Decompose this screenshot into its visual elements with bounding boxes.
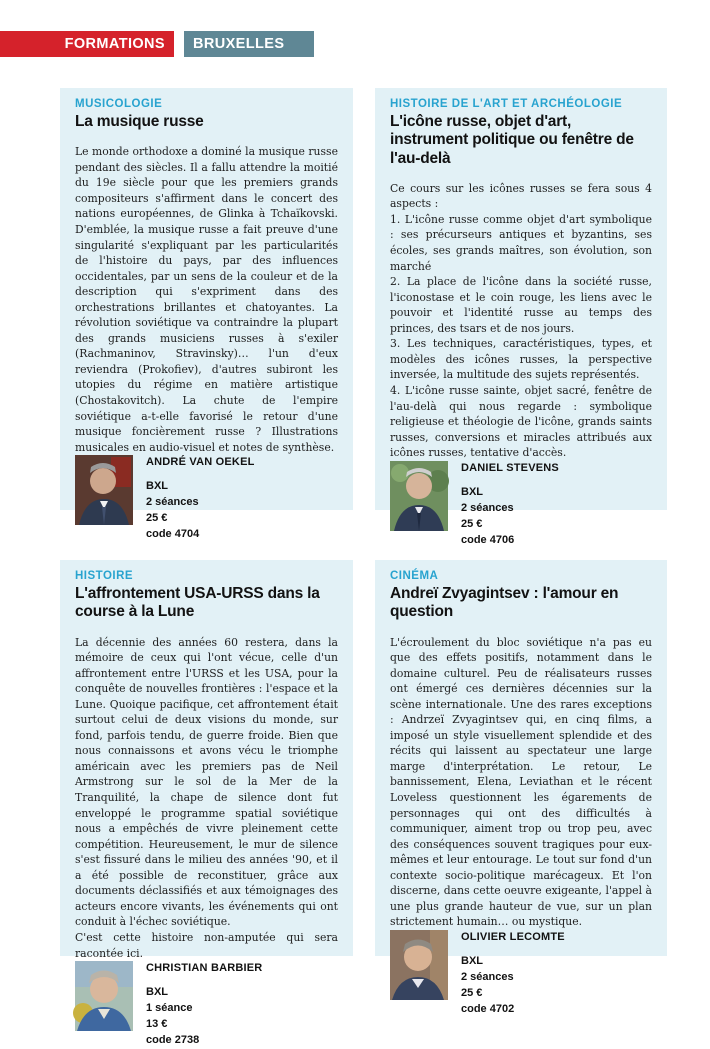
body-paragraph: C'est cette histoire non-amputée qui sera racontée ici. xyxy=(75,930,338,960)
body-paragraph: 1. L'icône russe comme objet d'art symbolique : ses précurseurs antiques et byzantins, ses écoles, ses grands maîtres, son évolution, son marché xyxy=(390,212,652,273)
instructor-photo xyxy=(75,455,133,525)
price: 25 € xyxy=(146,512,168,525)
course-title: La musique russe xyxy=(75,113,204,130)
course-title: Andreï Zvyagintsev : l'amour en question xyxy=(390,585,619,621)
tab-bruxelles xyxy=(184,31,314,57)
instructor-photo xyxy=(390,461,448,531)
instructor-name: OLIVIER LECOMTE xyxy=(461,930,565,943)
location: BXL xyxy=(461,485,483,498)
course-card-histoire-art xyxy=(375,88,667,546)
course-footer xyxy=(75,961,338,1049)
price: 25 € xyxy=(461,517,483,530)
location: BXL xyxy=(146,986,168,999)
course-code: code 4706 xyxy=(461,533,515,546)
category-label: HISTOIRE DE L'ART ET ARCHÉOLOGIE xyxy=(390,98,623,110)
course-description xyxy=(75,635,338,961)
course-meta xyxy=(146,455,255,543)
sessions: 2 séances xyxy=(461,970,514,983)
body-paragraph: 2. La place de l'icône dans la société russe, l'iconostase et le coin rouge, les liens avec le pouvoir et l'identité russe au temps des princes, des tsars et de nos jours. xyxy=(390,275,652,335)
instructor-name: ANDRÉ VAN OEKEL xyxy=(146,456,255,469)
body-paragraph: Ce cours sur les icônes russes se fera sous 4 aspects : xyxy=(390,181,652,211)
category-label: HISTOIRE xyxy=(75,570,134,582)
course-code: code 4704 xyxy=(146,528,200,541)
course-footer xyxy=(390,930,652,1018)
instructor-name: DANIEL STEVENS xyxy=(461,461,559,474)
tab-formations-label: FORMATIONS xyxy=(64,36,165,52)
category-label: CINÉMA xyxy=(390,570,439,582)
course-title: L'icône russe, objet d'art, instrument politique ou fenêtre de l'au-delà xyxy=(390,113,634,167)
location: BXL xyxy=(461,954,483,967)
course-title: L'affrontement USA-URSS dans la course à la Lune xyxy=(75,585,320,621)
course-meta xyxy=(461,930,565,1018)
course-card-musicologie xyxy=(60,88,353,541)
course-description xyxy=(75,144,338,455)
course-meta xyxy=(461,461,559,549)
body-paragraph: 4. L'icône russe sainte, objet sacré, fenêtre de l'au-delà qui nous regarde : symbolique religieuse et théologie de l'icône, grands saints russes, conversions et miracles attribués aux icônes russes, tentative d'accès. xyxy=(390,383,652,460)
tab-bruxelles-label: BRUXELLES xyxy=(193,36,285,52)
sessions: 2 séances xyxy=(146,496,199,509)
course-card-cinema xyxy=(375,560,667,1015)
sessions: 1 séance xyxy=(146,1001,193,1014)
course-meta xyxy=(146,961,262,1049)
tab-formations xyxy=(0,31,174,57)
course-footer xyxy=(75,455,338,543)
price: 25 € xyxy=(461,986,483,999)
instructor-photo xyxy=(75,961,133,1031)
course-footer xyxy=(390,461,652,549)
course-description xyxy=(390,635,652,930)
instructor-photo xyxy=(390,930,448,1000)
sessions: 2 séances xyxy=(461,501,514,514)
course-code: code 4702 xyxy=(461,1002,515,1015)
category-label: MUSICOLOGIE xyxy=(75,98,163,110)
instructor-name: CHRISTIAN BARBIER xyxy=(146,962,263,975)
body-paragraph: La décennie des années 60 restera, dans la mémoire de ceux qui l'ont vécue, celle d'un affrontement entre l'URSS et les USA, pour la conquête de nouvelles frontières : l'espace et la Lune. Quoique pacifique, cet affrontement était surtout celui de deux visions du monde, sur fond, parfois tendu, de guerre froide. Bien que nous connaissons et avons vécu le triomphe américain avec les premiers pas de Neil Armstrong sur le sol de la Mer de la Tranquilité, la chape de silence dont fut enveloppé le programme spatial soviétique nous a empêchés de vivre pleinement cette compétition. Heureusement, le mur de silence s'est fissuré dans le milieu des années '90, et il a été possible de reconstituer, grâce aux documents déclassifiés et aux témoignages des acteurs encore vivants, les événements qui ont conduit à l'échec soviétique. xyxy=(75,635,338,929)
course-code: code 2738 xyxy=(146,1033,200,1046)
location: BXL xyxy=(146,480,168,493)
course-description xyxy=(390,181,652,461)
body-paragraph: 3. Les techniques, caractéristiques, types, et modèles des icônes russes, la perspective inversée, la multitude des sujets représentés. xyxy=(390,337,652,382)
body-paragraph: Le monde orthodoxe a dominé la musique russe pendant des siècles. Il a fallu attendre la moitié du 19e siècle pour que les premiers grands compositeurs s'affirment dans le concert des nations européennes, de Glinka à Tchaïkovski. D'emblée, la musique russe a fait preuve d'une singularité s'expliquant par les particularités de l'histoire du pays, par des influences occidentales, par un sens de la couleur et de la description qui s'expriment dans des orchestrations brillantes et chatoyantes. La révolution soviétique va contraindre la plupart des grands musiciens russes à s'exiler (Rachmaninov, Stravinsky)… l'un d'eux reviendra (Prokofiev), d'autres subiront les utopies du régime en matière artistique (Chostakovitch). La chute de l'empire soviétique a-t-elle favorisé le retour d'une musique foncièrement russe ? Illustrations musicales en audio-visuel et notes de synthèse. xyxy=(75,145,338,454)
course-card-histoire xyxy=(60,560,353,1046)
body-paragraph: L'écroulement du bloc soviétique n'a pas eu que des effets positifs, notamment dans le domaine culturel. Peu de réalisateurs russes ont émergé ces dernières décennies sur la scène internationale. Une des rares exceptions : Andrzeï Zvyagintsev qui, en cinq films, a imposé un style visuellement splendide et des récits qui laissent au spectateur une large marge d'interprétation. Le retour, Le bannissement, Elena, Leviathan et le récent Loveless questionnent les égarements de personnages qui ont des difficultés à communiquer, aiment trop ou trop peu, avec des conséquences souvent tragiques pour eux-mêmes et leur entourage. Le tout sur fond d'un contexte socio-politique marécageux. Et l'on discerne, dans cette oeuvre exigeante, l'appel à une plus grande hauteur de vue, sur un plan strictement humain… ou mystique. xyxy=(390,635,652,929)
price: 13 € xyxy=(146,1017,168,1030)
